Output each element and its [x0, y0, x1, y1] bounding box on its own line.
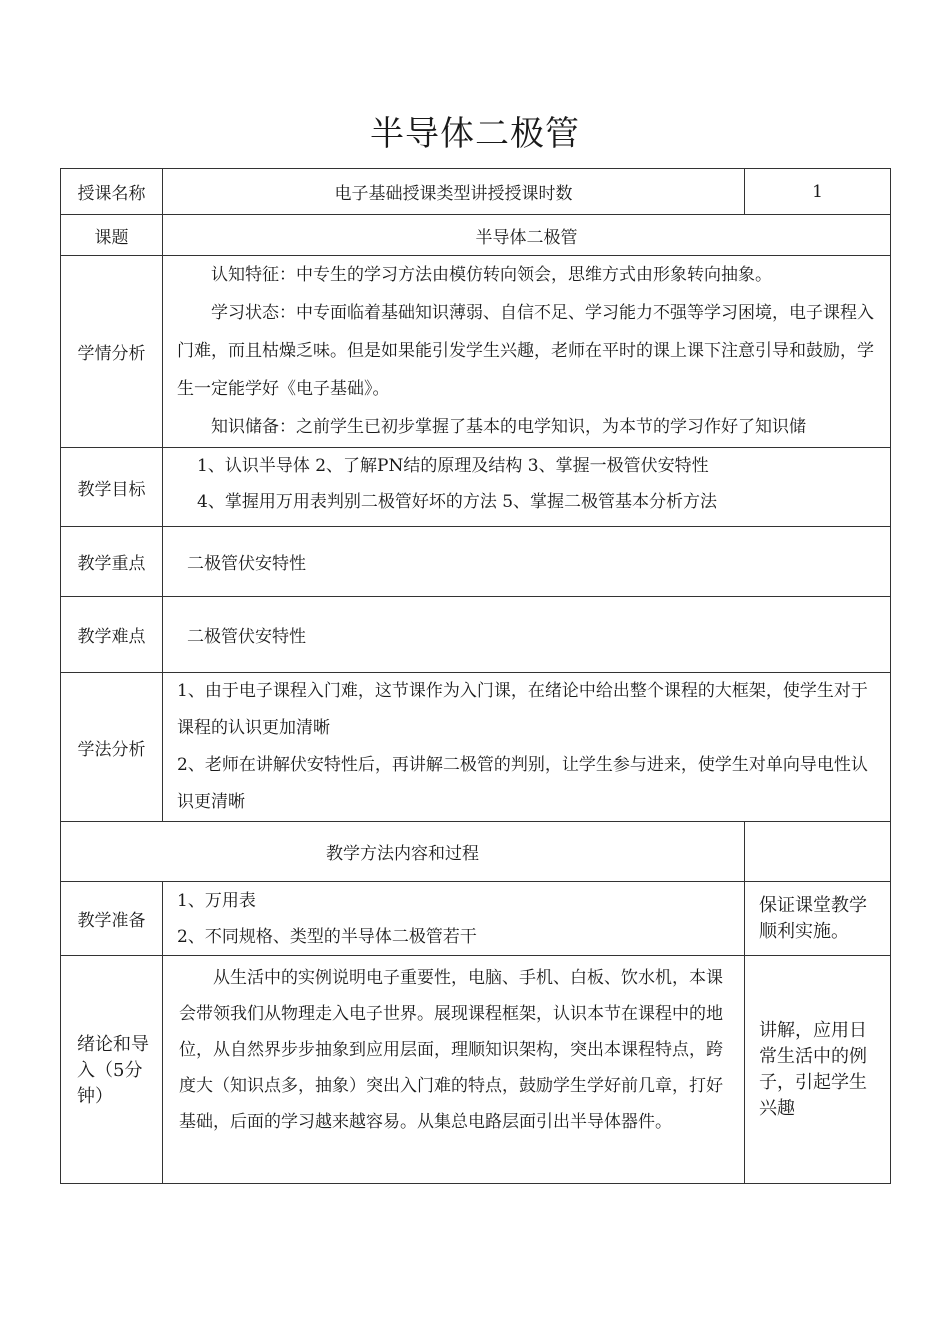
key-label: 教学重点: [61, 527, 163, 597]
intro-text: 从生活中的实例说明电子重要性，电脑、手机、白板、饮水机，本课会带领我们从物理走入电子世界。展现课程框架，认识本节在课程中的地位，从自然界步步抽象到应用层面，理顺知识架构，突出本课程特点，跨度大（知识点多，抽象）突出入门难的特点，鼓励学生学好前几章，打好基础，后面的学习越来越容易。从集总电路层面引出半导体器件。: [179, 968, 723, 1132]
prep-row: [61, 882, 891, 956]
analysis-content: [163, 256, 891, 448]
course-hours: 1: [745, 169, 891, 215]
process-empty-cell: [745, 822, 891, 882]
intro-note: 讲解，应用日常生活中的例子，引起学生兴趣: [745, 956, 891, 1184]
prep-item-1: 1、万用表: [177, 890, 256, 911]
intro-row: [61, 956, 891, 1184]
course-value: 电子基础授课类型讲授授课时数: [163, 169, 745, 215]
prep-note: 保证课堂教学顺利实施。: [745, 882, 891, 956]
course-label: 授课名称: [61, 169, 163, 215]
analysis-cognition: 认知特征：中专生的学习方法由模仿转向领会，思维方式由形象转向抽象。: [211, 265, 772, 285]
topic-row: [61, 215, 891, 256]
method-row: [61, 673, 891, 822]
method-point-2: 2、老师在讲解伏安特性后，再讲解二极管的判别，让学生参与进来，使学生对单向导电性认识更清晰: [177, 755, 868, 812]
analysis-status: 学习状态：中专面临着基础知识薄弱、自信不足、学习能力不强等学习困境，电子课程入门难，而且枯燥乏味。但是如果能引发学生兴趣，老师在平时的课上课下注意引导和鼓励，学生一定能学好《电子基础》。: [177, 303, 874, 399]
process-label: 教学方法内容和过程: [61, 822, 745, 882]
analysis-label: 学情分析: [61, 256, 163, 448]
prep-content: [163, 882, 745, 956]
lesson-plan-table: [60, 168, 891, 1184]
method-content: [163, 673, 891, 822]
goals-label: 教学目标: [61, 448, 163, 527]
intro-body: [163, 956, 745, 1184]
goals-row: [61, 448, 891, 527]
document-title: 半导体二极管: [370, 114, 580, 154]
method-label: 学法分析: [61, 673, 163, 822]
goals-line-1: 1、认识半导体 2、了解PN结的原理及结构 3、掌握一极管伏安特性: [197, 456, 709, 476]
analysis-row: [61, 256, 891, 448]
difficult-label: 教学难点: [61, 597, 163, 673]
method-point-1: 1、由于电子课程入门难，这节课作为入门课，在绪论中给出整个课程的大框架，使学生对于课程的认识更加清晰: [177, 681, 868, 738]
goals-line-2: 4、掌握用万用表判别二极管好坏的方法 5、掌握二极管基本分析方法: [197, 492, 718, 512]
intro-label: 绪论和导入（5分钟）: [61, 956, 163, 1184]
goals-content: [163, 448, 891, 527]
course-row: [61, 169, 891, 215]
topic-label: 课题: [61, 215, 163, 256]
process-row: [61, 822, 891, 882]
difficult-value: 二极管伏安特性: [163, 597, 891, 673]
key-value: 二极管伏安特性: [163, 527, 891, 597]
analysis-knowledge: 知识储备：之前学生已初步掌握了基本的电学知识，为本节的学习作好了知识储: [211, 417, 806, 437]
prep-item-2: 2、不同规格、类型的半导体二极管若干: [177, 926, 477, 947]
difficult-row: [61, 597, 891, 673]
key-row: [61, 527, 891, 597]
prep-label: 教学准备: [61, 882, 163, 956]
topic-value: 半导体二极管: [163, 215, 891, 256]
